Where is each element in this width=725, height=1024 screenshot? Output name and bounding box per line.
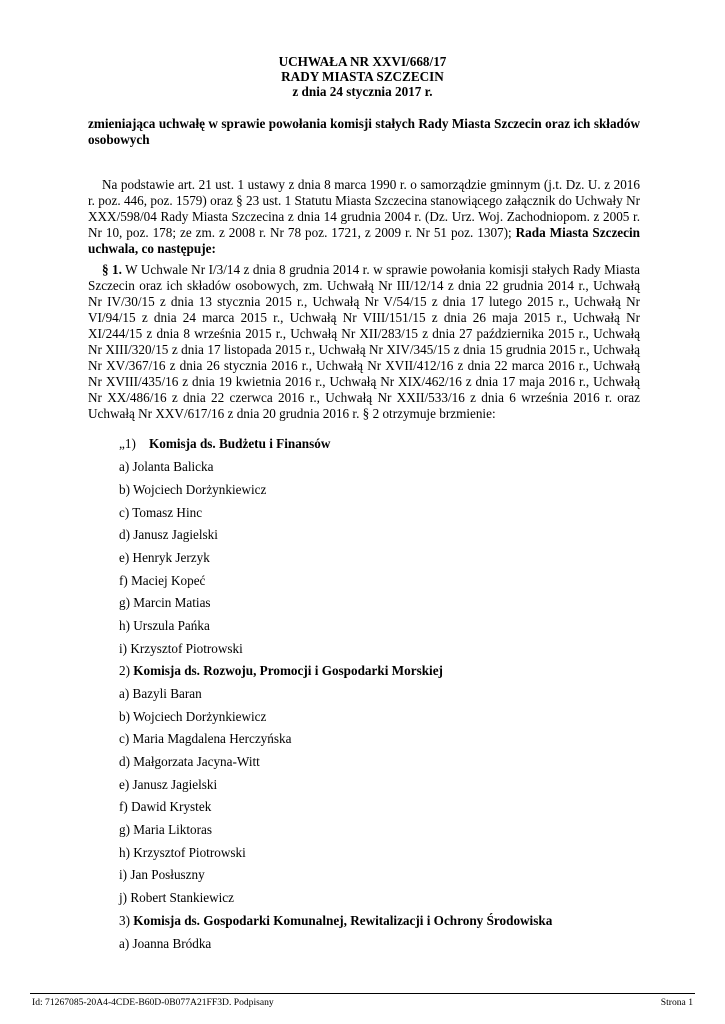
commission-name: Komisja ds. Budżetu i Finansów (149, 436, 331, 451)
document-header (0, 54, 725, 99)
list-item: c) Tomasz Hinc (119, 505, 203, 520)
footer-divider (30, 993, 695, 994)
commission-name: Komisja ds. Gospodarki Komunalnej, Rewitalizacji i Ochrony Środowiska (133, 913, 553, 928)
list-item: f) Maciej Kopeć (119, 573, 206, 588)
list-item: h) Krzysztof Piotrowski (119, 845, 246, 860)
section-1-paragraph (88, 262, 640, 422)
preamble-text: Na podstawie art. 21 ust. 1 ustawy z dnia 8 marca 1990 r. o samorządzie gminnym (j.t. Dz. U. z 2016 r. poz. 446, poz. 1579) oraz § 23 ust. 1 Statutu Miasta Szczecina stanowiącego załącznik do Uchwały Nr XXX/598/04 Rady Miasta Szczecina z dnia 14 grudnia 2004 r. (Dz. Urz. Woj. Zachodniopom. z 2005 r. Nr 10, poz. 178; ze zm. z 2008 r. Nr 78 poz. 1721, z 2009 r. Nr 51 poz. 1307); (88, 177, 640, 240)
commission-number: „1) (119, 436, 136, 451)
resolution-date: z dnia 24 stycznia 2017 r. (292, 84, 433, 99)
council-name: RADY MIASTA SZCZECIN (281, 69, 444, 84)
list-item: d) Janusz Jagielski (119, 527, 218, 542)
commission-number: 3) (119, 913, 130, 928)
commission-heading (119, 913, 552, 929)
list-item: e) Henryk Jerzyk (119, 550, 210, 565)
list-item: g) Marcin Matias (119, 595, 211, 610)
list-item: i) Jan Posłuszny (119, 867, 205, 882)
list-item: i) Krzysztof Piotrowski (119, 641, 243, 656)
list-item: e) Janusz Jagielski (119, 777, 218, 792)
preamble-enacting-clause: Rada Miasta Szczecin uchwala, co następuje: (88, 225, 641, 256)
resolution-title: zmieniająca uchwałę w sprawie powołania komisji stałych Rady Miasta Szczecin oraz ich składów osobowych (88, 116, 640, 147)
section-1-text: W Uchwale Nr I/3/14 z dnia 8 grudnia 2014 r. w sprawie powołania komisji stałych Rady Miasta Szczecin oraz ich składów osobowych, zm. Uchwałą Nr III/12/14 z dnia 22 grudnia 2014 r., Uchwałą Nr IV/30/15 z dnia 13 stycznia 2015 r., Uchwałą Nr V/54/15 z dnia 17 lutego 2015 r., Uchwałą Nr VI/94/15 z dnia 24 marca 2015 r., Uchwałą Nr VIII/151/15 z dnia 26 maja 2015 r., Uchwałą Nr XI/244/15 z dnia 8 września 2015 r., Uchwałą Nr XII/283/15 z dnia 27 października 2015 r., Uchwałą Nr XIII/320/15 z dnia 17 listopada 2015 r., Uchwałą Nr XIV/345/15 z dnia 15 grudnia 2015 r., Uchwałą Nr XV/367/16 z dnia 26 stycznia 2016 r., Uchwałą Nr XVII/412/16 z dnia 22 marca 2016 r., Uchwałą Nr XVIII/435/16 z dnia 19 kwietnia 2016 r., Uchwałą Nr XIX/462/16 z dnia 17 maja 2016 r., Uchwałą Nr XX/486/16 z dnia 22 czerwca 2016 r., Uchwałą Nr XXII/533/16 z dnia 6 września 2016 r. oraz Uchwałą Nr XXV/617/16 z dnia 20 grudnia 2016 r. § 2 otrzymuje brzmienie: (88, 262, 641, 421)
list-item: g) Maria Liktoras (119, 822, 213, 837)
list-item: a) Bazyli Baran (119, 686, 202, 701)
preamble-paragraph (88, 177, 640, 257)
list-item: b) Wojciech Dorżynkiewicz (119, 709, 267, 724)
commission-heading (119, 663, 443, 679)
list-item: b) Wojciech Dorżynkiewicz (119, 482, 267, 497)
list-item: a) Jolanta Balicka (119, 459, 214, 474)
section-mark: § 1. (102, 262, 122, 277)
page-number: Strona 1 (660, 997, 693, 1008)
list-item: h) Urszula Pańka (119, 618, 210, 633)
list-item: j) Robert Stankiewicz (119, 890, 234, 905)
list-item: a) Joanna Bródka (119, 936, 212, 951)
list-item: f) Dawid Krystek (119, 799, 212, 814)
document-id: Id: 71267085-20A4-4CDE-B60D-0B077A21FF3D. Podpisany (32, 997, 274, 1008)
commission-name: Komisja ds. Rozwoju, Promocji i Gospodarki Morskiej (133, 663, 443, 678)
resolution-number: UCHWAŁA NR XXVI/668/17 (278, 54, 447, 69)
list-item: d) Małgorzata Jacyna-Witt (119, 754, 260, 769)
list-item: c) Maria Magdalena Herczyńska (119, 731, 292, 746)
commission-number: 2) (119, 663, 130, 678)
commission-heading (119, 436, 330, 452)
